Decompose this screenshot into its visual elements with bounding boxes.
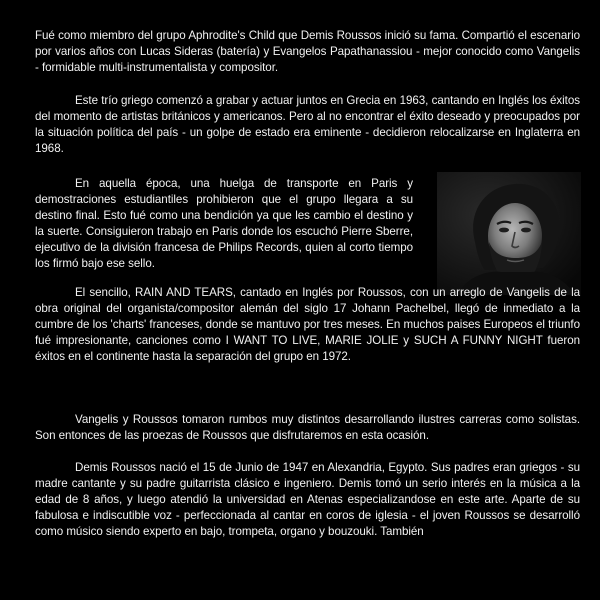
paragraph-paris-strike: En aquella época, una huelga de transporte en Paris y demostraciones estudiantiles prohibieron que el grupo llegara a su destino final. Esto fué como una bendición ya que les cambio el destino y la suerte. Consiguieron trabajo en Paris donde los escuchó Pierre Sberre, ejecutivo de la división francesa de Philips Records, quien al corto tiempo los firmó bajo ese sello. (35, 177, 413, 270)
paragraph-solo-careers: Vangelis y Roussos tomaron rumbos muy distintos desarrollando ilustres carreras como solistas. Son entonces de las proezas de Roussos que disfrutaremos en esta ocasión. (35, 413, 580, 442)
paragraph-trio-origins: Este trío griego comenzó a grabar y actuar juntos en Grecia en 1963, cantando en Inglés los éxitos del momento de artistas británicos y americanos. Pero al no encontrar el éxito deseado y preocupados por la situación política del país - un golpe de estado era eminente - decidieron relocalizarse en Inglaterra en 1968. (35, 94, 580, 155)
demis-roussos-portrait-photo (437, 172, 581, 295)
paragraph-biography: Demis Roussos nació el 15 de Junio de 1947 en Alexandria, Egypto. Sus padres eran griegos - su madre cantante y su padre guitarrista clásico e ingeniero. Demis tomó un serio interés en la música a la edad de 8 años, y luego atendió la universidad en Atenas especializandose en este arte. Aparte de su fabulosa e indiscutible voz - perfeccionada al cantar en coros de iglesia - el joven Roussos se desarrolló como músico siendo experto en bajo, trompeta, organo y bouzouki. También (35, 461, 580, 538)
paragraph-rain-and-tears: El sencillo, RAIN AND TEARS, cantado en Inglés por Roussos, con un arreglo de Vangelis de la obra original del organista/compositor alemán del siglo 17 Johann Pachelbel, llegó de inmediato a la cumbre de los 'charts' franceses, donde se mantuvo por tres meses. En muchos paises Europeos el triunfo fué impresionante, canciones como I WANT TO LIVE, MARIE JOLIE y SUCH A FUNNY NIGHT fueron éxitos en el continente hasta la separación del grupo en 1972. (35, 286, 580, 363)
paragraph-aphrodites-child: Fué como miembro del grupo Aphrodite's Child que Demis Roussos inició su fama. Compartió el escenario por varios años con Lucas Sideras (batería) y Evangelos Papathanassiou - mejor conocido como Vangelis - formidable multi-instrumentalista y compositor. (35, 29, 580, 74)
